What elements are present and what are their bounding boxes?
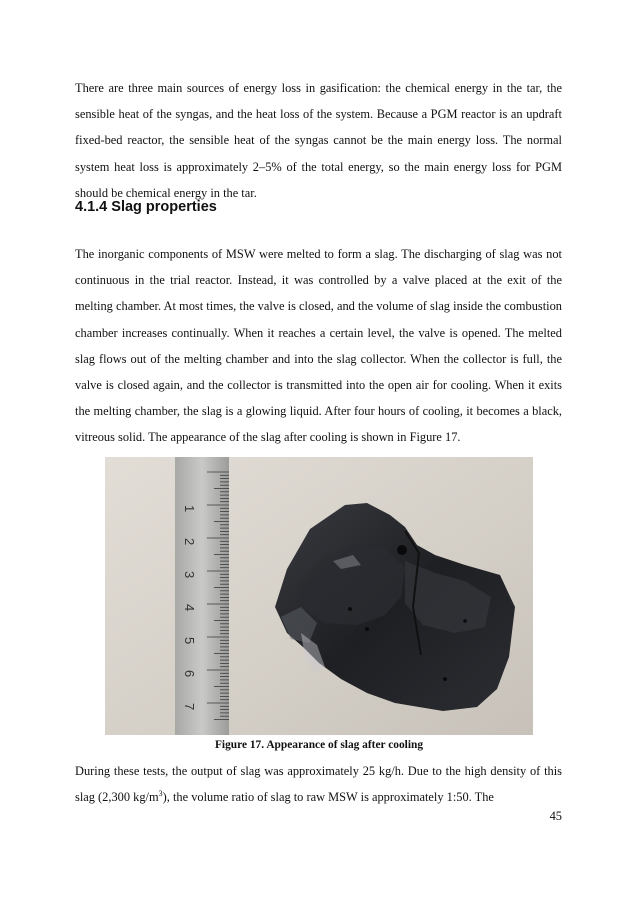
ruler-number: 2 (182, 538, 197, 546)
ruler-number: 4 (182, 604, 197, 612)
ruler-number: 6 (182, 670, 197, 678)
ruler-number: 3 (182, 571, 197, 579)
ruler-number: 5 (182, 637, 197, 645)
figure-slag-photo (105, 457, 533, 735)
slag-photo-illustration (105, 457, 533, 735)
page-number: 45 (549, 809, 562, 823)
paragraph-energy-loss: There are three main sources of energy loss in gasification: the chemical energy in the tar, the sensible heat of the syngas, and the heat loss of the system. Because a PGM reactor is an updraft fixed-bed reactor, the sensible heat of the syngas cannot be the main energy loss. The normal system heat loss is approximately 2–5% of the total energy, so the main energy loss for PGM should be chemical energy in the tar. (75, 81, 562, 200)
ruler-number: 7 (182, 703, 197, 711)
paragraph-slag: The inorganic components of MSW were melted to form a slag. The discharging of slag was not continuous in the trial reactor. Instead, it was controlled by a valve placed at the exit of the melting chamber. At most times, the valve is closed, and the volume of slag inside the combustion chamber increases continually. When it reaches a certain level, the valve is opened. The melted slag flows out of the melting chamber and into the slag collector. When the collector is full, the valve is closed again, and the collector is transmitted into the open air for cooling. When it exits the melting chamber, the slag is a glowing liquid. After four hours of cooling, it becomes a black, vitreous solid. The appearance of the slag after cooling is shown in Figure 17. (75, 247, 562, 445)
ruler-number: 1 (182, 505, 197, 513)
output-text-end: ), the volume ratio of slag to raw MSW is approximately 1:50. The (162, 790, 494, 805)
figure-caption: Figure 17. Appearance of slag after cooling (214, 739, 424, 751)
paragraph-slag-output (75, 758, 562, 810)
output-text-start: During these tests, the output of slag was approximately 25 kg/h. Due to the high density of this slag (2,300 kg/m (75, 764, 562, 805)
section-heading: 4.1.4 Slag properties (75, 199, 217, 215)
superscript-3: 3 (158, 789, 163, 799)
